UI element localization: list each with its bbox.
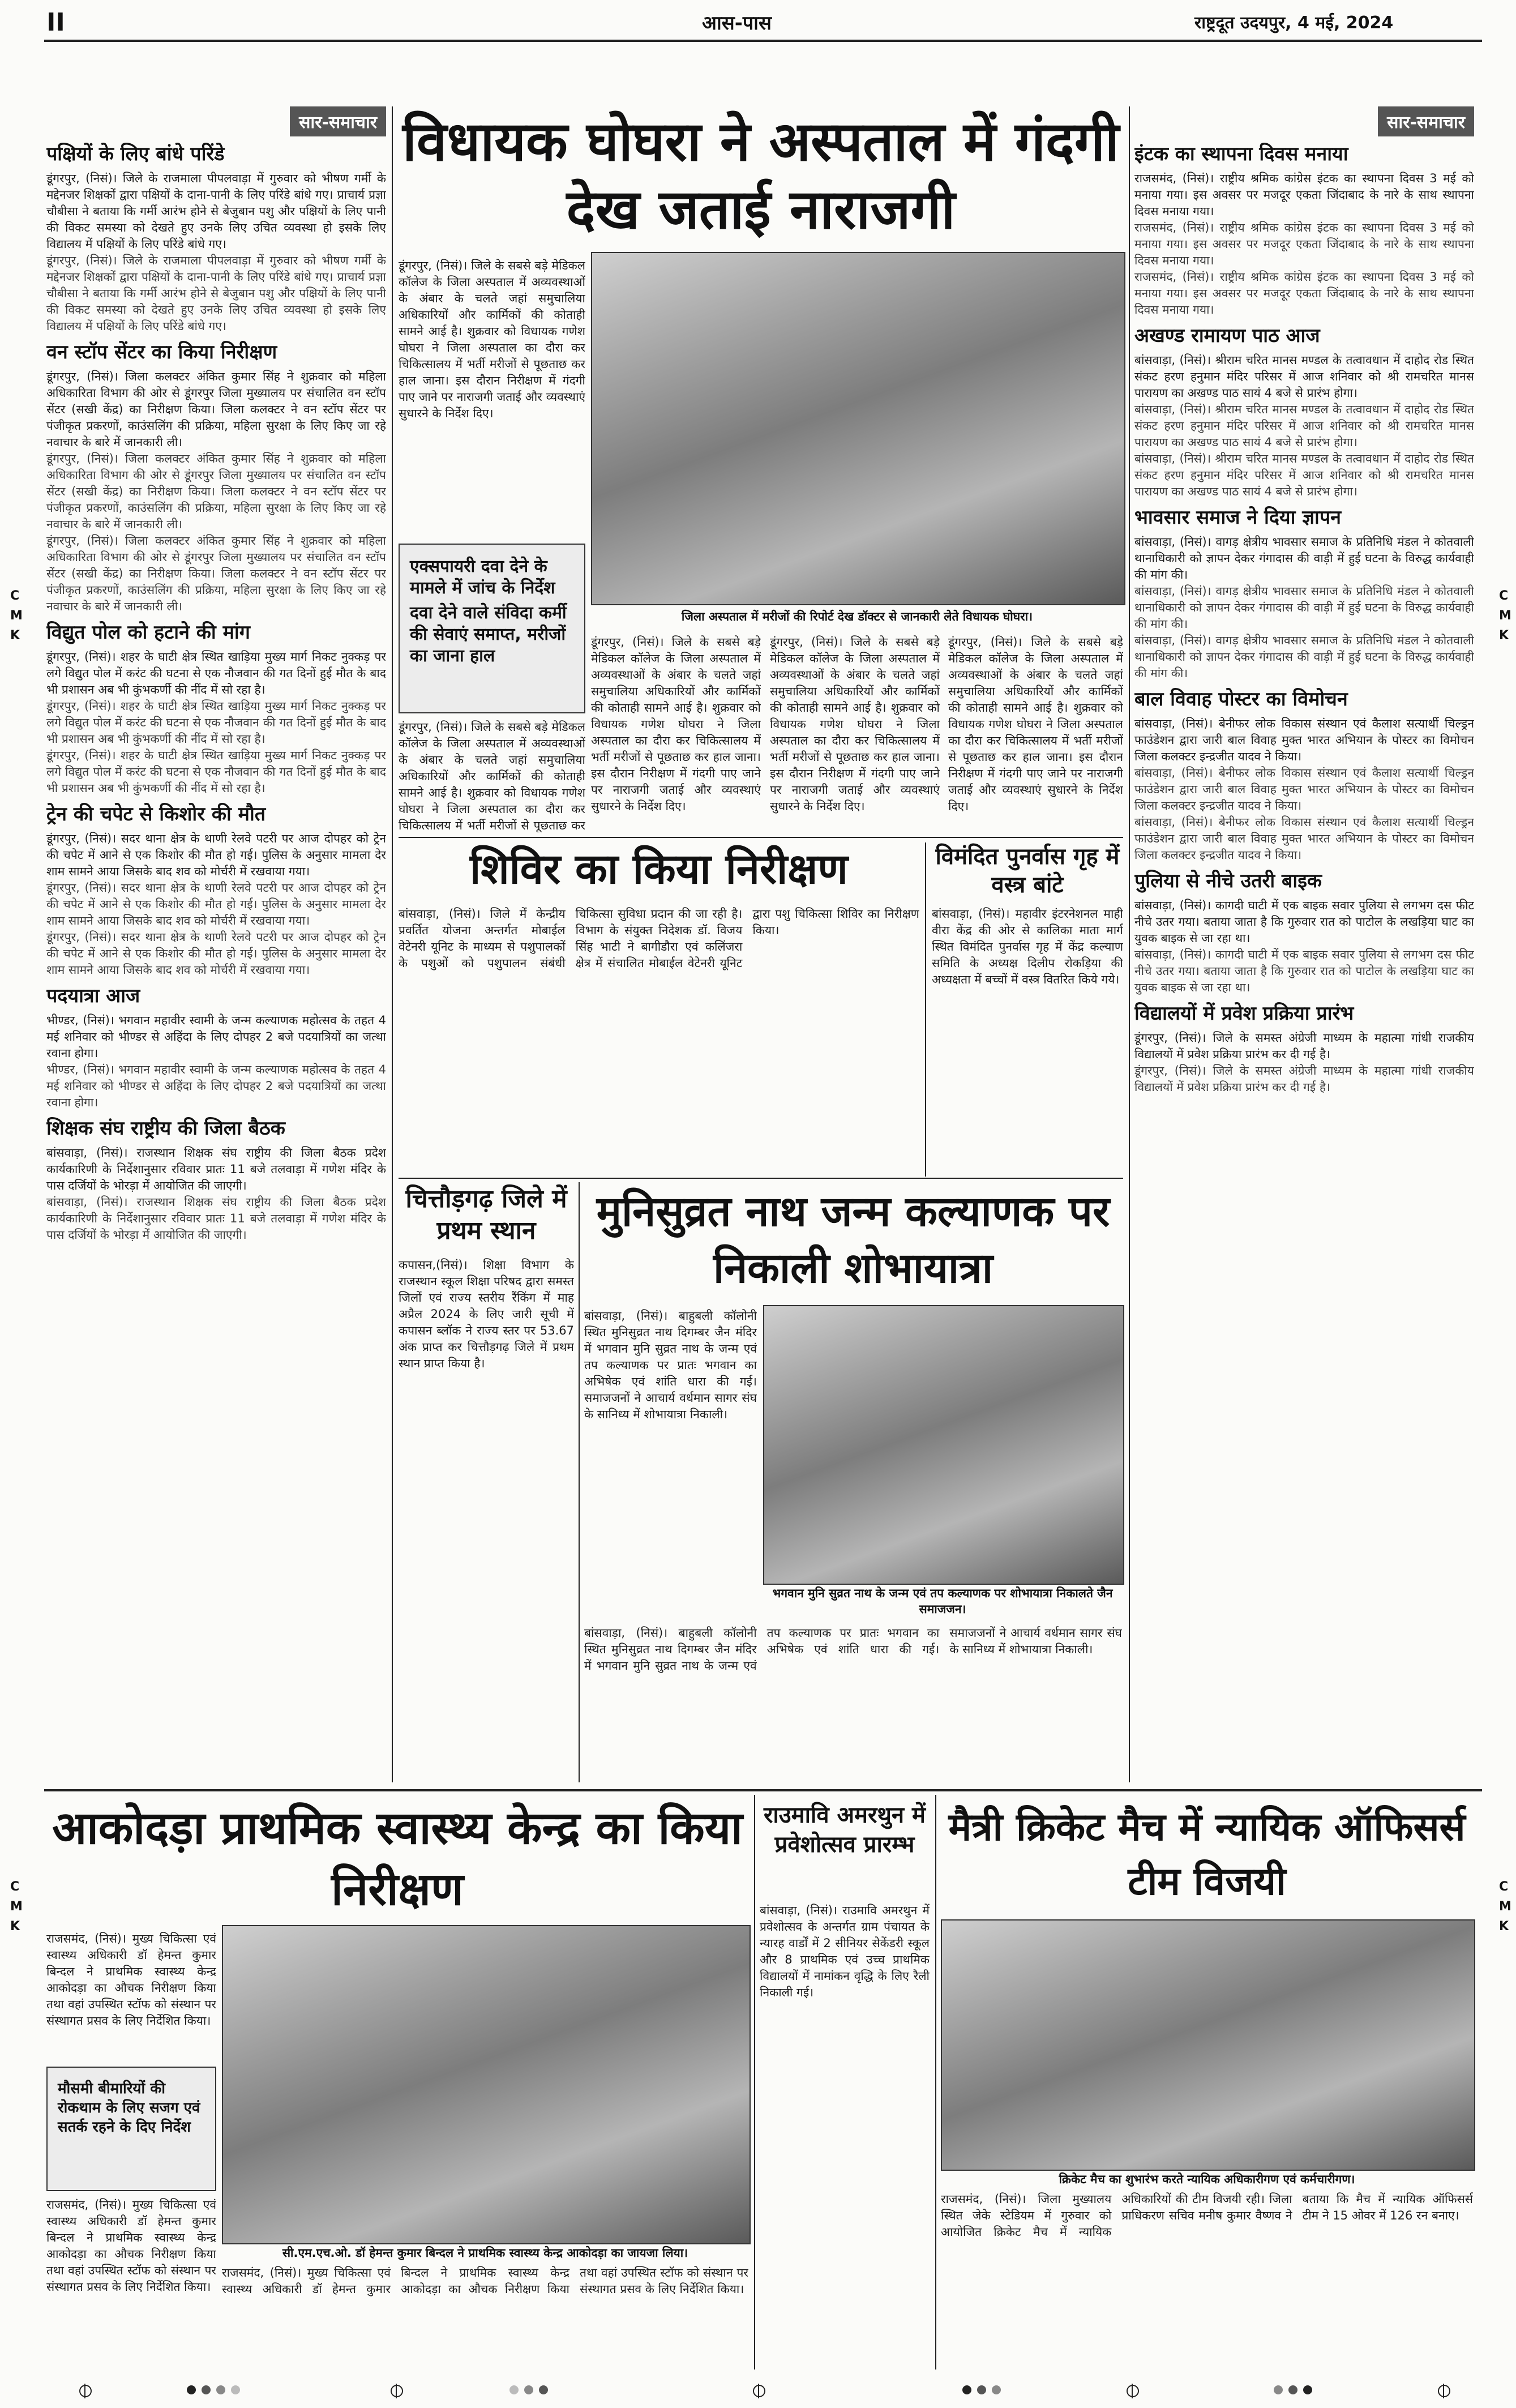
story-text: बांसवाड़ा, (निसं)। बेनीफर लोक विकास संस्थान एवं कैलाश सत्यार्थी चिल्ड्रन फाउंडेशन द्वारा जारी बाल विवाह मुक्त भारत अभियान के पोस्टर का विमोचन जिला कलक्टर इन्द्रजीत यादव ने किया। bbox=[1134, 717, 1474, 763]
side-mark-k-right-2: K bbox=[1499, 1919, 1509, 1934]
story-text: बांसवाड़ा, (निसं)। श्रीराम चरित मानस मण्डल के तत्वावधान में दाहोद रोड स्थित संकट हरण हनुमान मंदिर परिसर में आज शनिवार को श्री रामचरित मानस पारायण का अखण्ड पाठ सायं 4 बजे से प्रारंभ होगा। bbox=[1134, 452, 1474, 498]
story-text: डूंगरपुर, (निसं)। सदर थाना क्षेत्र के थाणी रेलवे पटरी पर आज दोपहर को ट्रेन की चपेट में आने से एक किशोर की मौत हो गई। पुलिस के अनुसार मामला देर शाम सामने आया जिसके बाद शव को मोर्चरी में रखवाया गया। bbox=[46, 881, 386, 927]
story-text: डूंगरपुर, (निसं)। जिले के राजमाला पीपलवाड़ा में गुरुवार को भीषण गर्मी के मद्देनजर शिक्षकों द्वारा पक्षियों के दाना-पानी के लिए परिंडे बांधे गए। प्राचार्य प्रज्ञा चौबीसा ने बताया कि गर्मी आरंभ होने से बेजुबान पशु और पक्षियों के लिए पानी की विकट समस्या को देखते हुए उनके लिए उचित व्यवस्था हो इसके लिए विद्यालय में पक्षियों के लिए परिंडे बांधे गए। bbox=[46, 172, 386, 251]
story-title: बाल विवाह पोस्टर का विमोचन bbox=[1134, 688, 1348, 711]
side-mark-m-left-2: M bbox=[10, 1900, 23, 1914]
side-mark-c-right: C bbox=[1499, 589, 1509, 603]
camp-story-body: बांसवाड़ा, (निसं)। जिले में केन्द्रीय प्रवर्तित योजना अन्तर्गत मोबाईल वेटेनरी यूनिट के माध्यम से पशुपालकों के पशुओं को पशुपालन संबंधी चिकित्सा सुविधा प्रदान की जा रही है। विभाग के संयुक्त निदेशक डॉ. विजय सिंह भाटी ने बागीडौरा एवं कलिंजरा क्षेत्र में संचालित मोबाईल वेटेनरी यूनिट द्वारा पशु चिकित्सा शिविर का निरीक्षण किया। bbox=[399, 907, 919, 970]
column-divider bbox=[392, 106, 393, 1782]
color-dot bbox=[509, 2385, 519, 2394]
highlight-item: मौसमी बीमारियों की रोकथाम के लिए सजग एवं सतर्क रहने के दिए निर्देश bbox=[58, 2080, 200, 2136]
side-mark-m-right-2: M bbox=[1499, 1900, 1511, 1914]
side-mark-k-right: K bbox=[1499, 628, 1509, 643]
color-dot bbox=[1303, 2385, 1312, 2394]
color-dot bbox=[962, 2385, 971, 2394]
story-title: पक्षियों के लिए बांधे परिंडे bbox=[46, 143, 225, 165]
side-mark-m-right: M bbox=[1499, 609, 1511, 623]
section-rule bbox=[399, 1178, 1123, 1179]
bottom-left-highlight-box bbox=[46, 2067, 216, 2191]
story-text: डूंगरपुर, (निसं)। शहर के घाटी क्षेत्र स्थित खाड़िया मुख्य मार्ग निकट नुक्कड़ पर लगे विद्युत पोल में करंट की घटना से एक नौजवान की गत दिनों हुई मौत के बाद भी प्रशासन अब भी कुंभकर्णी की नींद में सो रहा है। bbox=[46, 650, 386, 696]
side-mark-m-left: M bbox=[10, 609, 23, 623]
registration-mark bbox=[1127, 2385, 1139, 2397]
story-title: विद्यालयों में प्रवेश प्रक्रिया प्रारंभ bbox=[1134, 1002, 1354, 1025]
story-title: ट्रेन की चपेट से किशोर की मौत bbox=[46, 803, 266, 826]
section-title: आस-पास bbox=[702, 12, 772, 35]
story-text: भीण्डर, (निसं)। भगवान महावीर स्वामी के जन्म कल्याणक महोत्सव के तहत 4 मई शनिवार को भीण्डर से अहिंदा के लिए दोपहर 2 बजे पदयात्रियों का जत्था रवाना होगा। bbox=[46, 1013, 386, 1060]
story-title: वन स्टॉप सेंटर का किया निरीक्षण bbox=[46, 341, 277, 363]
bottom-left-headline: आकोदड़ा प्राथमिक स्वास्थ्य केन्द्र का किया निरीक्षण bbox=[52, 1802, 743, 1915]
story-text: डूंगरपुर, (निसं)। जिला कलक्टर अंकित कुमार सिंह ने शुक्रवार को महिला अधिकारिता विभाग की ओर से डूंगरपुर जिला मुख्यालय पर संचालित वन स्टॉप सेंटर (सखी केंद्र) का निरीक्षण किया। जिला कलक्टर ने वन स्टॉप सेंटर पर पंजीकृत प्रकरणों, काउंसलिंग की प्रक्रिया, महिला सुरक्षा के लिए किए जा रहे नवाचार के बारे में जानकारी ली। bbox=[46, 370, 386, 449]
main-story-body: डूंगरपुर, (निसं)। जिले के सबसे बड़े मेडिकल कॉलेज के जिला अस्पताल में अव्यवस्थाओं के अंबार के चलते जहां समुचालिया अधिकारियों और कार्मिकों की कोताही सामने आई है। शुक्रवार को विधायक गणेश घोघरा ने जिला अस्पताल का दौरा कर चिकित्सालय में भर्ती मरीजों से पूछताछ कर bbox=[399, 720, 585, 832]
page-number: II bbox=[46, 8, 65, 37]
rank-story-body: कपासन,(निसं)। शिक्षा विभाग के राजस्थान स्कूल शिक्षा परिषद द्वारा समस्त जिलों एवं राज्य स्तरीय रैंकिंग में माह अप्रैल 2024 के लिए जारी सूची में कपासन ब्लॉक ने राज्य स्तर पर 53.67 अंक प्राप्त कर चित्तौड़गढ़ जिले में प्रथम स्थान प्राप्त किया है। bbox=[399, 1258, 574, 1370]
bottom-right-headline: मैत्री क्रिकेट मैच में न्यायिक ऑफिसर्स टीम विजयी bbox=[948, 1805, 1466, 1904]
bottom-mid-headline: राउमावि अमरथुन में प्रवेशोत्सव प्रारम्भ bbox=[764, 1802, 926, 1858]
section-rule bbox=[44, 1789, 1482, 1791]
story-text: राजसमंद, (निसं)। राष्ट्रीय श्रमिक कांग्रेस इंटक का स्थापना दिवस 3 मई को मनाया गया। इस अवसर पर मजदूर एकता जिंदाबाद के नारे के साथ स्थापना दिवस मनाया गया। bbox=[1134, 172, 1474, 218]
color-dot bbox=[187, 2385, 196, 2394]
right-news-column bbox=[1134, 106, 1474, 1782]
header-rule bbox=[44, 40, 1482, 42]
story-text: डूंगरपुर, (निसं)। शहर के घाटी क्षेत्र स्थित खाड़िया मुख्य मार्ग निकट नुक्कड़ पर लगे विद्युत पोल में करंट की घटना से एक नौजवान की गत दिनों हुई मौत के बाद भी प्रशासन अब भी कुंभकर्णी की नींद में सो रहा है। bbox=[46, 749, 386, 795]
story-text: बांसवाड़ा, (निसं)। बेनीफर लोक विकास संस्थान एवं कैलाश सत्यार्थी चिल्ड्रन फाउंडेशन द्वारा जारी बाल विवाह मुक्त भारत अभियान के पोस्टर का विमोचन जिला कलक्टर इन्द्रजीत यादव ने किया। bbox=[1134, 766, 1474, 812]
story-title: अखण्ड रामायण पाठ आज bbox=[1134, 324, 1320, 347]
procession-story-body: बांसवाड़ा, (निसं)। बाहुबली कॉलोनी स्थित मुनिसुव्रत नाथ दिगम्बर जैन मंदिर में भगवान मुनि सुव्रत नाथ के जन्म एवं तप कल्याणक पर प्रातः भगवान का अभिषेक एवं शांति धारा की गई। समाजजनों ने आचार्य वर्धमान सागर संघ के सानिध्य में शोभायात्रा निकाली। bbox=[584, 1309, 757, 1421]
registration-mark bbox=[79, 2385, 92, 2397]
main-headline: विधायक घोघरा ने अस्पताल में गंदगी देख जताई नाराजगी bbox=[402, 110, 1119, 241]
column-divider bbox=[754, 1795, 755, 2369]
rank-headline: चित्तौड़गढ़ जिले में प्रथम स्थान bbox=[405, 1184, 567, 1245]
color-dot bbox=[1274, 2385, 1283, 2394]
color-dot bbox=[524, 2385, 533, 2394]
color-dot bbox=[202, 2385, 211, 2394]
bottom-left-photo bbox=[222, 1925, 751, 2244]
section-rule bbox=[399, 837, 1123, 838]
side-mark-c-left-2: C bbox=[10, 1880, 20, 1894]
column-divider bbox=[935, 1795, 936, 2369]
bottom-right-body: राजसमंद, (निसं)। जिला मुख्यालय स्थित जेके स्टेडियम में गुरुवार को आयोजित क्रिकेट मैच में न्यायिक अधिकारियों की टीम विजयी रही। जिला प्राधिकरण सचिव मनीष कुमार वैष्णव ने बताया कि मैच में न्यायिक ऑफिसर्स टीम ने 15 ओवर में 126 रन बनाए। bbox=[941, 2192, 1473, 2239]
side-mark-k-left-2: K bbox=[10, 1919, 20, 1934]
story-text: डूंगरपुर, (निसं)। शहर के घाटी क्षेत्र स्थित खाड़िया मुख्य मार्ग निकट नुक्कड़ पर लगे विद्युत पोल में करंट की घटना से एक नौजवान की गत दिनों हुई मौत के बाद भी प्रशासन अब भी कुंभकर्णी की नींद में सो रहा है। bbox=[46, 699, 386, 746]
color-dot bbox=[977, 2385, 986, 2394]
story-text: डूंगरपुर, (निसं)। जिला कलक्टर अंकित कुमार सिंह ने शुक्रवार को महिला अधिकारिता विभाग की ओर से डूंगरपुर जिला मुख्यालय पर संचालित वन स्टॉप सेंटर (सखी केंद्र) का निरीक्षण किया। जिला कलक्टर ने वन स्टॉप सेंटर पर पंजीकृत प्रकरणों, काउंसलिंग की प्रक्रिया, महिला सुरक्षा के लिए किए जा रहे नवाचार के बारे में जानकारी ली। bbox=[46, 452, 386, 531]
story-text: डूंगरपुर, (निसं)। सदर थाना क्षेत्र के थाणी रेलवे पटरी पर आज दोपहर को ट्रेन की चपेट में आने से एक किशोर की मौत हो गई। पुलिस के अनुसार मामला देर शाम सामने आया जिसके बाद शव को मोर्चरी में रखवाया गया। bbox=[46, 832, 386, 878]
story-title: इंटक का स्थापना दिवस मनाया bbox=[1134, 143, 1348, 165]
clothes-story-body: बांसवाड़ा, (निसं)। महावीर इंटरनेशनल माही वीरा केंद्र की ओर से कालिका माता मार्ग स्थित विमंदित पुनर्वास गृह में केंद्र कल्याण समिति के अध्यक्ष दिलीप रोकड़िया की अध्यक्षता में बच्चों में वस्त्र वितरित किये गये। bbox=[932, 907, 1123, 986]
color-dot bbox=[539, 2385, 548, 2394]
highlight-item: दवा देने वाले संविदा कर्मी की सेवाएं समाप्त, मरीजों का जाना हाल bbox=[410, 603, 567, 666]
story-text: राजसमंद, (निसं)। राष्ट्रीय श्रमिक कांग्रेस इंटक का स्थापना दिवस 3 मई को मनाया गया। इस अवसर पर मजदूर एकता जिंदाबाद के नारे के साथ स्थापना दिवस मनाया गया। bbox=[1134, 270, 1474, 316]
color-dot bbox=[231, 2385, 240, 2394]
right-column-label: सार-समाचार bbox=[1378, 106, 1474, 136]
main-story-photo bbox=[591, 252, 1125, 605]
column-divider bbox=[925, 842, 926, 1177]
color-dot bbox=[992, 2385, 1001, 2394]
story-text: बांसवाड़ा, (निसं)। कागदी घाटी में एक बाइक सवार पुलिया से लगभग दस फीट नीचे उतर गया। बताया जाता है कि गुरुवार रात को पाटोल के लखड़िया घाट का युवक बाइक से जा रहा था। bbox=[1134, 899, 1474, 945]
story-title: पदयात्रा आज bbox=[46, 985, 140, 1007]
color-dot bbox=[216, 2385, 225, 2394]
bottom-left-body: राजसमंद, (निसं)। मुख्य चिकित्सा एवं स्वास्थ्य अधिकारी डॉ हेमन्त कुमार बिन्दल ने प्राथमिक स्वास्थ्य केन्द्र आकोदड़ा का औचक निरीक्षण किया तथा वहां उपस्थित स्टॉफ को संस्थान पर संस्थागत प्रसव के लिए निर्देशित किया। bbox=[46, 1932, 216, 2028]
story-title: शिक्षक संघ राष्ट्रीय की जिला बैठक bbox=[46, 1117, 285, 1140]
bottom-left-photo-caption: सी.एम.एच.ओ. डॉ हेमन्त कुमार बिन्दल ने प्राथमिक स्वास्थ्य केन्द्र आकोदड़ा का जायजा लिया। bbox=[282, 2246, 688, 2260]
story-title: विद्युत पोल को हटाने की मांग bbox=[46, 621, 250, 644]
main-story-body: डूंगरपुर, (निसं)। जिले के सबसे बड़े मेडिकल कॉलेज के जिला अस्पताल में अव्यवस्थाओं के अंबार के चलते जहां समुचालिया अधिकारियों और कार्मिकों की कोताही सामने आई है। शुक्रवार को विधायक गणेश घोघरा ने जिला अस्पताल का दौरा कर चिकित्सालय में भर्ती मरीजों से पूछताछ कर हाल जाना। इस दौरान निरीक्षण में गंदगी पाए जाने पर नाराजगी जताई और व्यवस्थाएं सुधारने के निर्देश दिए। bbox=[591, 635, 761, 813]
registration-mark bbox=[391, 2385, 403, 2397]
color-dot bbox=[1288, 2385, 1297, 2394]
story-text: राजसमंद, (निसं)। राष्ट्रीय श्रमिक कांग्रेस इंटक का स्थापना दिवस 3 मई को मनाया गया। इस अवसर पर मजदूर एकता जिंदाबाद के नारे के साथ स्थापना दिवस मनाया गया। bbox=[1134, 221, 1474, 267]
story-text: बांसवाड़ा, (निसं)। कागदी घाटी में एक बाइक सवार पुलिया से लगभग दस फीट नीचे उतर गया। बताया जाता है कि गुरुवार रात को पाटोल के लखड़िया घाट का युवक बाइक से जा रहा था। bbox=[1134, 948, 1474, 994]
story-title: पुलिया से नीचे उतरी बाइक bbox=[1134, 870, 1322, 892]
procession-photo bbox=[763, 1305, 1124, 1585]
main-highlight-box bbox=[399, 544, 585, 713]
side-mark-c-left: C bbox=[10, 589, 20, 603]
main-story-intro: डूंगरपुर, (निसं)। जिले के सबसे बड़े मेडिकल कॉलेज के जिला अस्पताल में अव्यवस्थाओं के अंबार के चलते जहां समुचालिया अधिकारियों और कार्मिकों की कोताही सामने आई है। शुक्रवार को विधायक गणेश घोघरा ने जिला अस्पताल का दौरा कर चिकित्सालय में भर्ती मरीजों से पूछताछ कर हाल जाना। इस दौरान निरीक्षण में गंदगी पाए जाने पर नाराजगी जताई और व्यवस्थाएं सुधारने के निर्देश दिए। bbox=[399, 259, 585, 420]
story-text: डूंगरपुर, (निसं)। जिले के समस्त अंग्रेजी माध्यम के महात्मा गांधी राजकीय विद्यालयों में प्रवेश प्रक्रिया प्रारंभ कर दी गई है। bbox=[1134, 1064, 1474, 1094]
story-text: बांसवाड़ा, (निसं)। वागड़ क्षेत्रीय भावसार समाज के प्रतिनिधि मंडल ने कोतवाली थानाधिकारी को ज्ञापन देकर गंगादास की वाड़ी में हुई घटना के विरुद्ध कार्यवाही की मांग की। bbox=[1134, 634, 1474, 680]
story-text: भीण्डर, (निसं)। भगवान महावीर स्वामी के जन्म कल्याणक महोत्सव के तहत 4 मई शनिवार को भीण्डर से अहिंदा के लिए दोपहर 2 बजे पदयात्रियों का जत्था रवाना होगा। bbox=[46, 1063, 386, 1109]
left-news-column bbox=[46, 106, 386, 1782]
procession-story-body: बांसवाड़ा, (निसं)। बाहुबली कॉलोनी स्थित मुनिसुव्रत नाथ दिगम्बर जैन मंदिर में भगवान मुनि सुव्रत नाथ के जन्म एवं तप कल्याणक पर प्रातः भगवान का अभिषेक एवं शांति धारा की गई। समाजजनों ने आचार्य वर्धमान सागर संघ के सानिध्य में शोभायात्रा निकाली। bbox=[584, 1626, 1122, 1673]
story-text: बांसवाड़ा, (निसं)। बेनीफर लोक विकास संस्थान एवं कैलाश सत्यार्थी चिल्ड्रन फाउंडेशन द्वारा जारी बाल विवाह मुक्त भारत अभियान के पोस्टर का विमोचन जिला कलक्टर इन्द्रजीत यादव ने किया। bbox=[1134, 815, 1474, 862]
side-mark-k-left: K bbox=[10, 628, 20, 643]
main-story-body: डूंगरपुर, (निसं)। जिले के सबसे बड़े मेडिकल कॉलेज के जिला अस्पताल में अव्यवस्थाओं के अंबार के चलते जहां समुचालिया अधिकारियों और कार्मिकों की कोताही सामने आई है। शुक्रवार को विधायक गणेश घोघरा ने जिला अस्पताल का दौरा कर चिकित्सालय में भर्ती मरीजों से पूछताछ कर हाल जाना। इस दौरान निरीक्षण में गंदगी पाए जाने पर नाराजगी जताई और व्यवस्थाएं सुधारने के निर्देश दिए। bbox=[770, 635, 940, 813]
story-text: डूंगरपुर, (निसं)। सदर थाना क्षेत्र के थाणी रेलवे पटरी पर आज दोपहर को ट्रेन की चपेट में आने से एक किशोर की मौत हो गई। पुलिस के अनुसार मामला देर शाम सामने आया जिसके बाद शव को मोर्चरी में रखवाया गया। bbox=[46, 930, 386, 977]
bottom-left-body: राजसमंद, (निसं)। मुख्य चिकित्सा एवं स्वास्थ्य अधिकारी डॉ हेमन्त कुमार बिन्दल ने प्राथमिक स्वास्थ्य केन्द्र आकोदड़ा का औचक निरीक्षण किया तथा वहां उपस्थित स्टॉफ को संस्थान पर संस्थागत प्रसव के लिए निर्देशित किया। bbox=[222, 2266, 748, 2296]
camp-headline: शिविर का किया निरीक्षण bbox=[470, 845, 848, 893]
registration-mark bbox=[1438, 2385, 1450, 2397]
highlight-item: एक्सपायरी दवा देने के मामले में जांच के निर्देश bbox=[410, 557, 555, 598]
story-text: बांसवाड़ा, (निसं)। वागड़ क्षेत्रीय भावसार समाज के प्रतिनिधि मंडल ने कोतवाली थानाधिकारी को ज्ञापन देकर गंगादास की वाड़ी में हुई घटना के विरुद्ध कार्यवाही की मांग की। bbox=[1134, 535, 1474, 581]
clothes-headline: विमंदित पुनर्वास गृह में वस्त्र बांटे bbox=[935, 844, 1120, 898]
story-text: बांसवाड़ा, (निसं)। श्रीराम चरित मानस मण्डल के तत्वावधान में दाहोद रोड स्थित संकट हरण हनुमान मंदिर परिसर में आज शनिवार को श्री रामचरित मानस पारायण का अखण्ड पाठ सायं 4 बजे से प्रारंभ होगा। bbox=[1134, 353, 1474, 400]
side-mark-c-right-2: C bbox=[1499, 1880, 1509, 1894]
bottom-right-photo-caption: क्रिकेट मैच का शुभारंभ करते न्यायिक अधिकारीगण एवं कर्मचारीगण। bbox=[1059, 2172, 1355, 2186]
story-title: भावसार समाज ने दिया ज्ञापन bbox=[1134, 506, 1342, 529]
column-divider bbox=[579, 1182, 580, 1782]
column-divider bbox=[1129, 106, 1130, 1782]
story-text: डूंगरपुर, (निसं)। जिले के समस्त अंग्रेजी माध्यम के महात्मा गांधी राजकीय विद्यालयों में प्रवेश प्रक्रिया प्रारंभ कर दी गई है। bbox=[1134, 1031, 1474, 1061]
bottom-mid-body: बांसवाड़ा, (निसं)। राउमावि अमरथुन में प्रवेशोत्सव के अन्तर्गत ग्राम पंचायत के न्यारह वार्डों में 2 सीनियर सेकेंडरी स्कूल और 8 प्राथमिक एवं उच्च प्राथमिक विद्यालयों में नामांकन वृद्धि के लिए रैली निकाली गई। bbox=[760, 1904, 930, 1999]
story-text: डूंगरपुर, (निसं)। जिले के राजमाला पीपलवाड़ा में गुरुवार को भीषण गर्मी के मद्देनजर शिक्षकों द्वारा पक्षियों के दाना-पानी के लिए परिंडे बांधे गए। प्राचार्य प्रज्ञा चौबीसा ने बताया कि गर्मी आरंभ होने से बेजुबान पशु और पक्षियों के लिए पानी की विकट समस्या को देखते हुए उनके लिए उचित व्यवस्था हो इसके लिए विद्यालय में पक्षियों के लिए परिंडे बांधे गए। bbox=[46, 254, 386, 333]
bottom-left-body: राजसमंद, (निसं)। मुख्य चिकित्सा एवं स्वास्थ्य अधिकारी डॉ हेमन्त कुमार बिन्दल ने प्राथमिक स्वास्थ्य केन्द्र आकोदड़ा का औचक निरीक्षण किया तथा वहां उपस्थित स्टॉफ को संस्थान पर संस्थागत प्रसव के लिए निर्देशित किया। bbox=[46, 2198, 216, 2294]
main-story-body: डूंगरपुर, (निसं)। जिले के सबसे बड़े मेडिकल कॉलेज के जिला अस्पताल में अव्यवस्थाओं के अंबार के चलते जहां समुचालिया अधिकारियों और कार्मिकों की कोताही सामने आई है। शुक्रवार को विधायक गणेश घोघरा ने जिला अस्पताल का दौरा कर चिकित्सालय में भर्ती मरीजों से पूछताछ कर हाल जाना। इस दौरान निरीक्षण में गंदगी पाए जाने पर नाराजगी जताई और व्यवस्थाएं सुधारने के निर्देश दिए। bbox=[948, 635, 1123, 813]
masthead-date: राष्ट्रदूत उदयपुर, 4 मई, 2024 bbox=[1194, 13, 1394, 33]
story-text: डूंगरपुर, (निसं)। जिला कलक्टर अंकित कुमार सिंह ने शुक्रवार को महिला अधिकारिता विभाग की ओर से डूंगरपुर जिला मुख्यालय पर संचालित वन स्टॉप सेंटर (सखी केंद्र) का निरीक्षण किया। जिला कलक्टर ने वन स्टॉप सेंटर पर पंजीकृत प्रकरणों, काउंसलिंग की प्रक्रिया, महिला सुरक्षा के लिए किए जा रहे नवाचार के बारे में जानकारी ली। bbox=[46, 534, 386, 613]
story-text: बांसवाड़ा, (निसं)। वागड़ क्षेत्रीय भावसार समाज के प्रतिनिधि मंडल ने कोतवाली थानाधिकारी को ज्ञापन देकर गंगादास की वाड़ी में हुई घटना के विरुद्ध कार्यवाही की मांग की। bbox=[1134, 584, 1474, 631]
procession-photo-caption: भगवान मुनि सुव्रत नाथ के जन्म एवं तप कल्याणक पर शोभायात्रा निकालते जैन समाजजन। bbox=[772, 1586, 1113, 1616]
registration-mark bbox=[753, 2385, 765, 2397]
procession-headline: मुनिसुव्रत नाथ जन्म कल्याणक पर निकाली शोभायात्रा bbox=[596, 1187, 1110, 1293]
left-column-label: सार-समाचार bbox=[290, 106, 386, 136]
story-text: बांसवाड़ा, (निसं)। राजस्थान शिक्षक संघ राष्ट्रीय की जिला बैठक प्रदेश कार्यकारिणी के निर्देशानुसार रविवार प्रातः 11 बजे तलवाड़ा में गणेश मंदिर के पास दर्जियों के भोरड़ा में आयोजित की जाएगी। bbox=[46, 1195, 386, 1242]
bottom-right-photo bbox=[941, 1919, 1475, 2171]
story-text: बांसवाड़ा, (निसं)। श्रीराम चरित मानस मण्डल के तत्वावधान में दाहोद रोड स्थित संकट हरण हनुमान मंदिर परिसर में आज शनिवार को श्री रामचरित मानस पारायण का अखण्ड पाठ सायं 4 बजे से प्रारंभ होगा। bbox=[1134, 403, 1474, 449]
story-text: बांसवाड़ा, (निसं)। राजस्थान शिक्षक संघ राष्ट्रीय की जिला बैठक प्रदेश कार्यकारिणी के निर्देशानुसार रविवार प्रातः 11 बजे तलवाड़ा में गणेश मंदिर के पास दर्जियों के भोरड़ा में आयोजित की जाएगी। bbox=[46, 1146, 386, 1192]
main-photo-caption: जिला अस्पताल में मरीजों की रिपोर्ट देख डॉक्टर से जानकारी लेते विधायक घोघरा। bbox=[681, 610, 1033, 623]
